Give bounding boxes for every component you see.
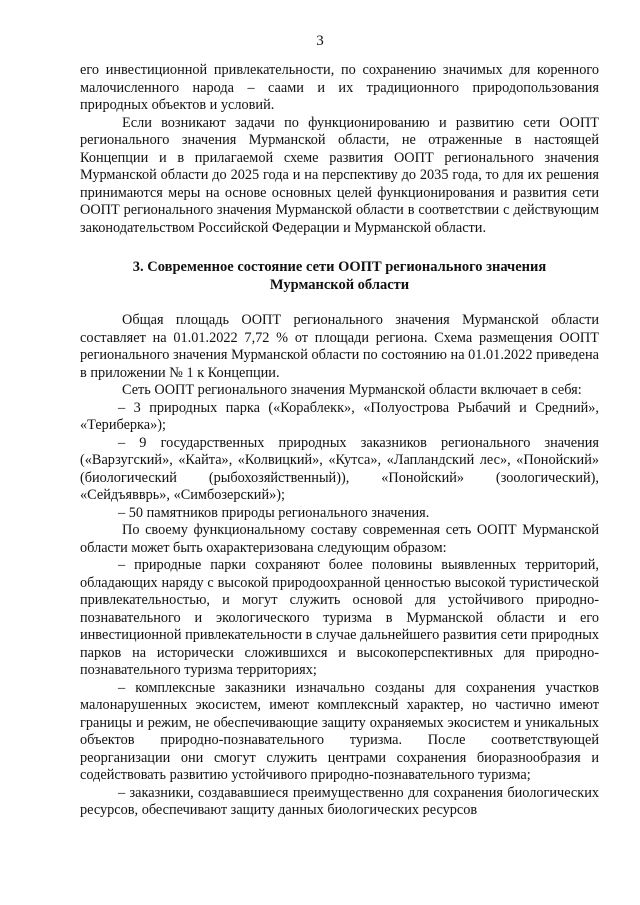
list-item-monuments: – 50 памятников природы регионального значения. bbox=[118, 504, 430, 521]
paragraph-total-area: Общая площадь ООПТ регионального значения Мурманской области составляет на 01.01.2022 7,72 % от площади региона. Схема размещения ООПТ регионального значения Мурманской области по состоянию на 01.01.2022 приведена в приложении № 1 к Концепции. bbox=[80, 312, 599, 381]
section-heading-line-1: 3. Современное состояние сети ООПТ регионального значения bbox=[132, 259, 547, 275]
list-item-reserves: – 9 государственных природных заказников регионального значения («Варзугский», «Кайта», «Колвицкий», «Кутса», «Лапландский лес», «Понойский» (биологический (рыбохозяйственный)), «Понойский» (зоологический), «Сейдъявврь», «Симбозерский»); bbox=[80, 434, 599, 503]
page-number: 3 bbox=[316, 33, 324, 49]
paragraph-functional-composition: По своему функциональному составу современная сеть ООПТ Мурманской области может быть охарактеризована следующим образом: bbox=[80, 522, 599, 556]
document-body bbox=[80, 62, 599, 820]
bullet-complex-reserves: – комплексные заказники изначально созданы для сохранения участков малонарушенных экосистем, имеют комплексный характер, но частично имеют границы и режим, не обеспечивающие защиту охраняемых экосистем и уникальных объектов природно-познавательного туризма. После соответствующей реорганизации они смогут служить центрами сохранения биоразнообразия и содействовать развитию устойчивого природно-познавательного туризма; bbox=[80, 679, 599, 783]
paragraph-continuation: его инвестиционной привлекательности, по сохранению значимых для коренного малочисленного народа – саами и их традиционного природопользования природных объектов и условий. bbox=[80, 62, 599, 113]
bullet-biological-reserves: – заказники, создававшиеся преимущественно для сохранения биологических ресурсов, обеспечивают защиту данных биологических ресурсов bbox=[80, 784, 599, 818]
paragraph-network-includes: Сеть ООПТ регионального значения Мурманской области включает в себя: bbox=[122, 382, 582, 398]
bullet-natural-parks: – природные парки сохраняют более половины выявленных территорий, обладающих наряду с высокой природоохранной ценностью высокой туристической привлекательностью, и могут служить основой для устойчивого природно-познавательного и экологического туризма в Мурманской области и его инвестиционной привлекательности в случае дальнейшего развития сети природных парков на исторически сложившихся и высокоперспективных для природно-познавательного туризма территориях; bbox=[80, 557, 599, 678]
list-item-natural-parks: – 3 природных парка («Кораблекк», «Полуострова Рыбачий и Средний», «Териберка»); bbox=[80, 399, 599, 433]
paragraph-tasks: Если возникают задачи по функционированию и развитию сети ООПТ регионального значения Мурманской области, не отраженные в настоящей Концепции и в прилагаемой схеме развития ООПТ регионального значения Мурманской области до 2025 года и на перспективу до 2035 года, то для их решения принимаются меры на основе основных целей функционирования и развития сети ООПТ регионального значения Мурманской области в соответствии с действующим законодательством Российской Федерации и Мурманской области. bbox=[80, 114, 599, 236]
section-heading-line-2: Мурманской области bbox=[269, 277, 410, 293]
section-heading bbox=[80, 258, 599, 294]
